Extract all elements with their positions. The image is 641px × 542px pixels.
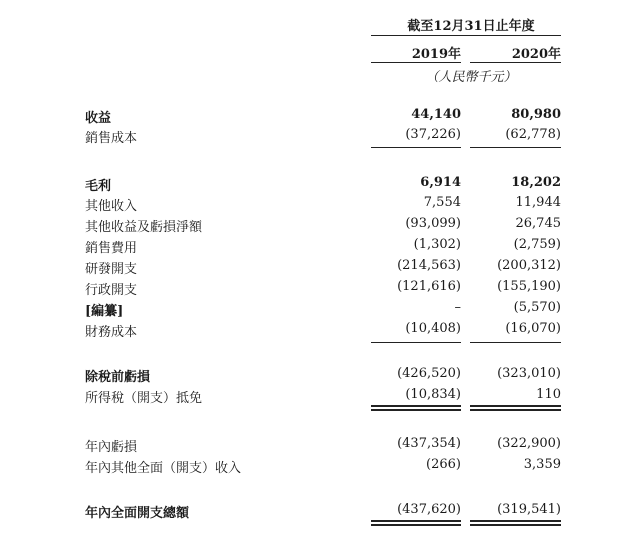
statement-row-selling-expenses bbox=[0, 237, 641, 258]
value-2020: 11,944 bbox=[515, 195, 561, 210]
double-line-2020-a bbox=[470, 520, 561, 522]
statement-row-revenue bbox=[0, 107, 641, 128]
row-label: 年內虧損 bbox=[85, 440, 138, 455]
value-2019: (10,408) bbox=[405, 321, 461, 336]
row-label: 其他收入 bbox=[85, 199, 138, 214]
value-2019: 44,140 bbox=[411, 107, 461, 122]
statement-row-cost-of-sales bbox=[0, 127, 641, 148]
value-2019: (10,834) bbox=[405, 387, 461, 402]
value-2019: 6,914 bbox=[420, 175, 461, 190]
row-label: 其他收益及虧損淨額 bbox=[85, 220, 203, 235]
double-line-2019-a bbox=[371, 520, 461, 522]
statement-row-loss-before-tax bbox=[0, 366, 641, 387]
double-line-2020-b bbox=[470, 524, 561, 526]
value-2019: (437,354) bbox=[397, 436, 461, 451]
value-2020: (319,541) bbox=[497, 502, 561, 517]
value-2019: 7,554 bbox=[423, 195, 461, 210]
value-2019: (93,099) bbox=[405, 216, 461, 231]
statement-row-loss-for-year bbox=[0, 436, 641, 457]
double-line-2020-b bbox=[470, 409, 561, 411]
row-label: [編纂] bbox=[85, 304, 124, 319]
value-2019: – bbox=[454, 300, 461, 315]
statement-row-admin-expenses bbox=[0, 279, 641, 300]
value-2020: (323,010) bbox=[497, 366, 561, 381]
double-line-2019-b bbox=[371, 409, 461, 411]
row-label: 財務成本 bbox=[85, 325, 138, 340]
value-2020: (200,312) bbox=[497, 258, 561, 273]
statement-row-redacted bbox=[0, 300, 641, 321]
value-2020: 3,359 bbox=[523, 457, 561, 472]
value-2019: (121,616) bbox=[397, 279, 461, 294]
value-2020: 18,202 bbox=[511, 175, 561, 190]
period-header: 截至12月31日止年度 bbox=[407, 19, 535, 34]
value-2019: (37,226) bbox=[405, 127, 461, 142]
row-label: 銷售費用 bbox=[85, 241, 138, 256]
currency-unit: （人民幣千元） bbox=[425, 70, 517, 85]
double-line-2019-a bbox=[371, 405, 461, 407]
statement-row-rnd-expenses bbox=[0, 258, 641, 279]
value-2020: (2,759) bbox=[513, 237, 561, 252]
row-label: 銷售成本 bbox=[85, 131, 138, 146]
value-2020: 80,980 bbox=[511, 107, 561, 122]
value-2019: (437,620) bbox=[397, 502, 461, 517]
statement-row-finance-costs bbox=[0, 321, 641, 342]
value-2020: (322,900) bbox=[497, 436, 561, 451]
column-header-2020: 2020年 bbox=[511, 47, 561, 62]
value-2020: (62,778) bbox=[505, 127, 561, 142]
row-label: 除稅前虧損 bbox=[85, 370, 151, 385]
row-label: 行政開支 bbox=[85, 283, 138, 298]
row-label: 研發開支 bbox=[85, 262, 138, 277]
value-2020: (155,190) bbox=[497, 279, 561, 294]
subtotal-line-2020 bbox=[470, 147, 561, 148]
double-line-2019-b bbox=[371, 524, 461, 526]
value-2020: 26,745 bbox=[515, 216, 561, 231]
column-header-2019: 2019年 bbox=[411, 47, 461, 62]
subtotal-line-2020 bbox=[470, 342, 561, 343]
subtotal-line-2019 bbox=[371, 342, 461, 343]
value-2020: (16,070) bbox=[505, 321, 561, 336]
period-underline bbox=[371, 35, 561, 36]
header-underline-2020 bbox=[470, 62, 561, 63]
value-2020: 110 bbox=[536, 387, 561, 402]
value-2019: (214,563) bbox=[397, 258, 461, 273]
row-label: 毛利 bbox=[85, 179, 112, 194]
value-2020: (5,570) bbox=[513, 300, 561, 315]
value-2019: (266) bbox=[426, 457, 461, 472]
statement-row-other-income bbox=[0, 195, 641, 216]
row-label: 收益 bbox=[85, 111, 112, 126]
value-2019: (1,302) bbox=[413, 237, 461, 252]
row-label: 年內其他全面（開支）收入 bbox=[85, 461, 242, 476]
header-underline-2019 bbox=[371, 62, 461, 63]
statement-row-other-gains-losses bbox=[0, 216, 641, 237]
row-label: 所得稅（開支）抵免 bbox=[85, 391, 203, 406]
double-line-2020-a bbox=[470, 405, 561, 407]
row-label: 年內全面開支總額 bbox=[85, 506, 190, 521]
value-2019: (426,520) bbox=[397, 366, 461, 381]
statement-row-other-comprehensive bbox=[0, 457, 641, 478]
subtotal-line-2019 bbox=[371, 147, 461, 148]
statement-row-gross-profit bbox=[0, 175, 641, 196]
